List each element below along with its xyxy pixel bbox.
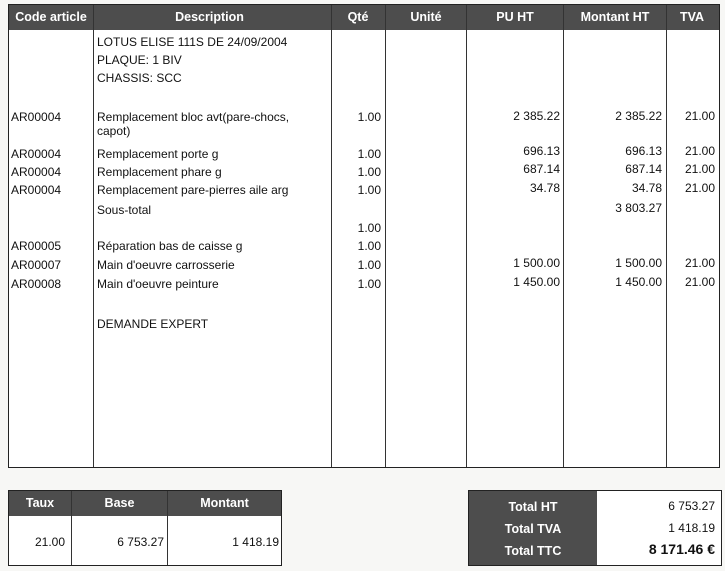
row-qty: 1.00 — [357, 277, 381, 291]
header-qte: Qté — [347, 10, 369, 24]
column-divider — [167, 491, 168, 565]
invoice-lines-table — [8, 4, 720, 468]
row-code: AR00004 — [11, 165, 62, 179]
header-code-article: Code article — [15, 10, 87, 24]
row-amount: 1 450.00 — [615, 275, 662, 289]
column-divider — [466, 5, 467, 467]
total-ttc-value: 8 171.46 € — [648, 541, 715, 557]
row-qty: 1.00 — [357, 258, 381, 272]
vehicle-chassis: CHASSIS: SCC — [97, 71, 182, 85]
row-amount: 34.78 — [631, 181, 662, 195]
row-amount: 687.14 — [625, 162, 662, 176]
column-divider — [93, 5, 94, 467]
vehicle-plate: PLAQUE: 1 BIV — [97, 53, 182, 67]
row-code: AR00004 — [11, 110, 62, 124]
row-tva: 21.00 — [684, 181, 715, 195]
row-unit-price: 696.13 — [523, 144, 560, 158]
subtotal-label: Sous-total — [97, 203, 152, 217]
row-code: AR00004 — [11, 147, 62, 161]
row-tva: 21.00 — [684, 275, 715, 289]
total-ht-value: 6 753.27 — [668, 499, 715, 513]
row-amount: 2 385.22 — [615, 109, 662, 123]
row-unit-price: 2 385.22 — [513, 109, 560, 123]
row-description: Remplacement pare-pierres aile arg — [97, 183, 289, 197]
tax-header-montant: Montant — [200, 496, 249, 510]
row-qty: 1.00 — [357, 110, 381, 124]
tax-rate: 21.00 — [34, 535, 65, 549]
total-ht-label: Total HT — [508, 500, 558, 514]
row-unit-price: 1 450.00 — [513, 275, 560, 289]
row-qty: 1.00 — [357, 165, 381, 179]
row-qty: 1.00 — [357, 183, 381, 197]
row-tva: 21.00 — [684, 256, 715, 270]
column-divider — [385, 5, 386, 467]
expert-request-note: DEMANDE EXPERT — [97, 317, 209, 331]
tax-amount: 1 418.19 — [232, 535, 279, 549]
subtotal-amount: 3 803.27 — [615, 201, 662, 215]
totals-labels — [469, 491, 597, 565]
tax-header-base: Base — [104, 496, 135, 510]
row-qty: 1.00 — [357, 147, 381, 161]
totals-table — [468, 490, 722, 566]
tax-header-taux: Taux — [25, 496, 55, 510]
tax-summary-table — [8, 490, 282, 566]
tax-header — [9, 491, 281, 516]
row-tva: 21.00 — [684, 109, 715, 123]
total-ttc-label: Total TTC — [504, 544, 562, 558]
row-description: Remplacement phare g — [97, 165, 222, 179]
row-code: AR00005 — [11, 239, 62, 253]
row-unit-price: 1 500.00 — [513, 256, 560, 270]
column-divider — [666, 5, 667, 467]
column-divider — [331, 5, 332, 467]
row-description: Main d'oeuvre carrosserie — [97, 258, 235, 272]
row-amount: 1 500.00 — [615, 256, 662, 270]
column-divider — [563, 5, 564, 467]
header-description: Description — [175, 10, 244, 24]
row-description: Réparation bas de caisse g — [97, 239, 243, 253]
total-tva-label: Total TVA — [504, 522, 562, 536]
row-amount: 696.13 — [625, 144, 662, 158]
row-code: AR00004 — [11, 183, 62, 197]
row-description: Remplacement porte g — [97, 147, 219, 161]
row-code: AR00008 — [11, 277, 62, 291]
row-code: AR00007 — [11, 258, 62, 272]
row-unit-price: 34.78 — [529, 181, 560, 195]
row-qty: 1.00 — [357, 239, 381, 253]
column-divider — [71, 491, 72, 565]
header-montant-ht: Montant HT — [580, 10, 650, 24]
row-qty: 1.00 — [357, 221, 381, 235]
header-pu-ht: PU HT — [496, 10, 534, 24]
row-tva: 21.00 — [684, 162, 715, 176]
header-unite: Unité — [410, 10, 442, 24]
row-description: Main d'oeuvre peinture — [97, 277, 219, 291]
header-tva: TVA — [679, 10, 705, 24]
tax-base: 6 753.27 — [117, 535, 164, 549]
row-tva: 21.00 — [684, 144, 715, 158]
row-unit-price: 687.14 — [523, 162, 560, 176]
row-description: Remplacement bloc avt(pare-chocs, capot) — [97, 110, 290, 138]
table-header — [9, 5, 719, 30]
vehicle-model: LOTUS ELISE 111S DE 24/09/2004 — [97, 35, 288, 49]
total-tva-value: 1 418.19 — [668, 521, 715, 535]
